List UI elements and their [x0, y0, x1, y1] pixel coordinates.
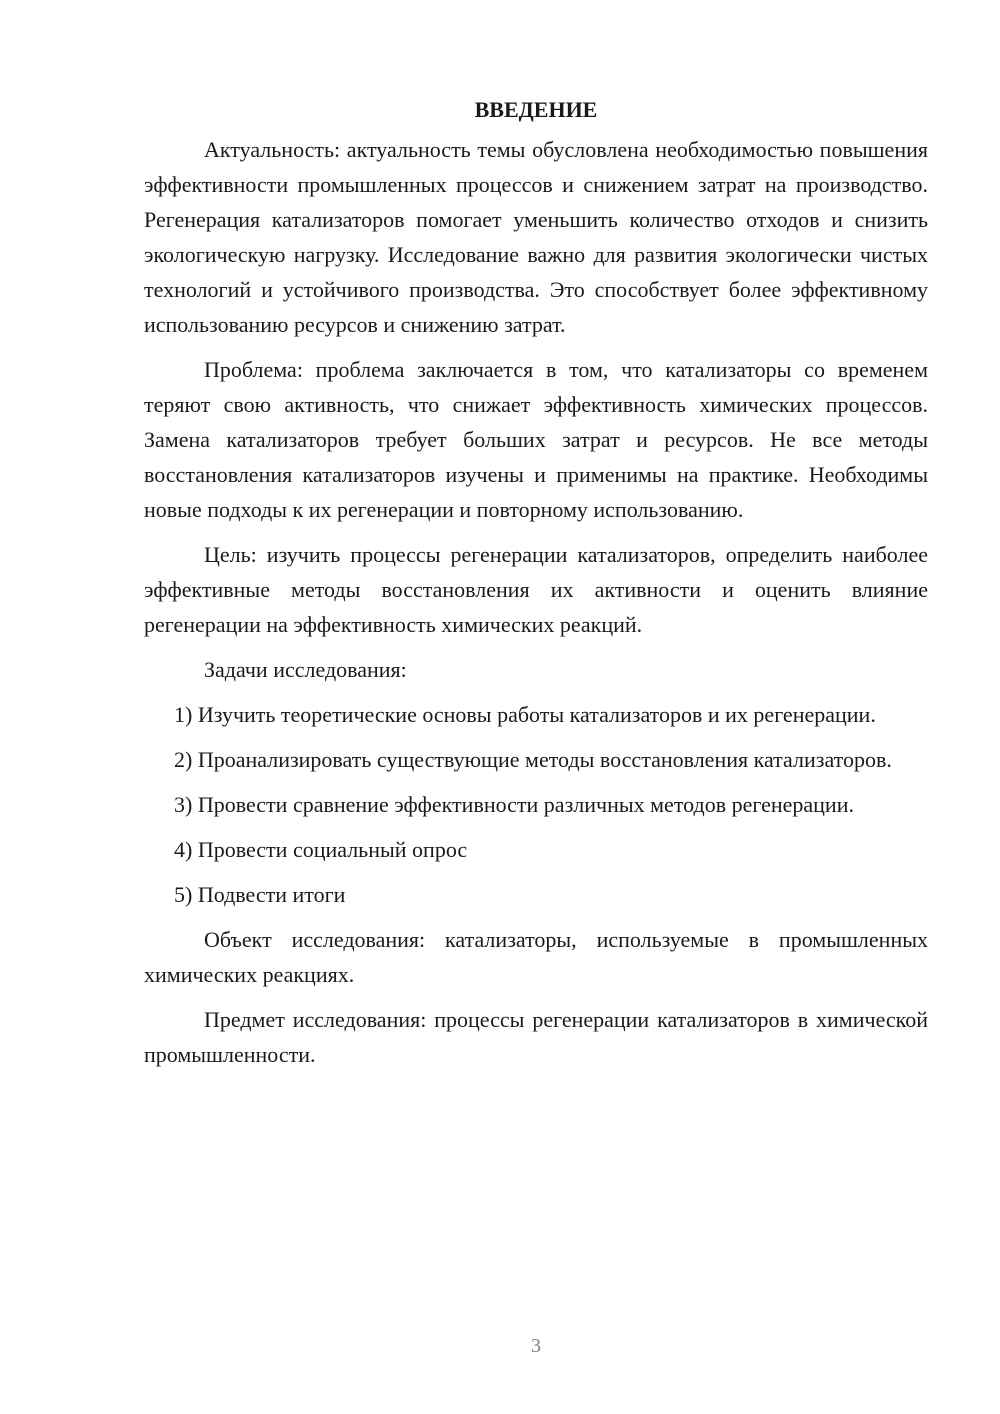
- task-item-2: 2) Проанализировать существующие методы восстановления катализаторов.: [174, 747, 892, 772]
- tasks-title: Задачи исследования:: [204, 657, 407, 682]
- object-paragraph: Объект исследования: катализаторы, используемые в промышленных химических реакциях.: [144, 927, 928, 987]
- task-item-4: 4) Провести социальный опрос: [174, 837, 468, 862]
- task-item-5: 5) Подвести итоги: [174, 882, 346, 907]
- task-item-1: 1) Изучить теоретические основы работы катализаторов и их регенерации.: [174, 702, 876, 727]
- task-item-3: 3) Провести сравнение эффективности различных методов регенерации.: [174, 792, 854, 817]
- document-page: [144, 92, 928, 1082]
- problem-paragraph: Проблема: проблема заключается в том, что катализаторы со временем теряют свою активность, что снижает эффективность химических процессов. Замена катализаторов требует больших затрат и ресурсов. Не все методы восстановления катализаторов изучены и применимы на практике. Необходимы новые подходы к их регенерации и повторному использованию.: [144, 357, 928, 522]
- page-number: 3: [531, 1335, 541, 1357]
- relevance-paragraph: Актуальность: актуальность темы обусловлена необходимостью повышения эффективности промышленных процессов и снижением затрат на производство. Регенерация катализаторов помогает уменьшить количество отходов и снизить экологическую нагрузку. Исследование важно для развития экологически чистых технологий и устойчивого производства. Это способствует более эффективному использованию ресурсов и снижению затрат.: [144, 137, 928, 337]
- goal-paragraph: Цель: изучить процессы регенерации катализаторов, определить наиболее эффективные методы восстановления их активности и оценить влияние регенерации на эффективность химических реакций.: [144, 542, 928, 637]
- subject-paragraph: Предмет исследования: процессы регенерации катализаторов в химической промышленности.: [144, 1007, 928, 1067]
- section-heading: ВВЕДЕНИЕ: [474, 97, 598, 122]
